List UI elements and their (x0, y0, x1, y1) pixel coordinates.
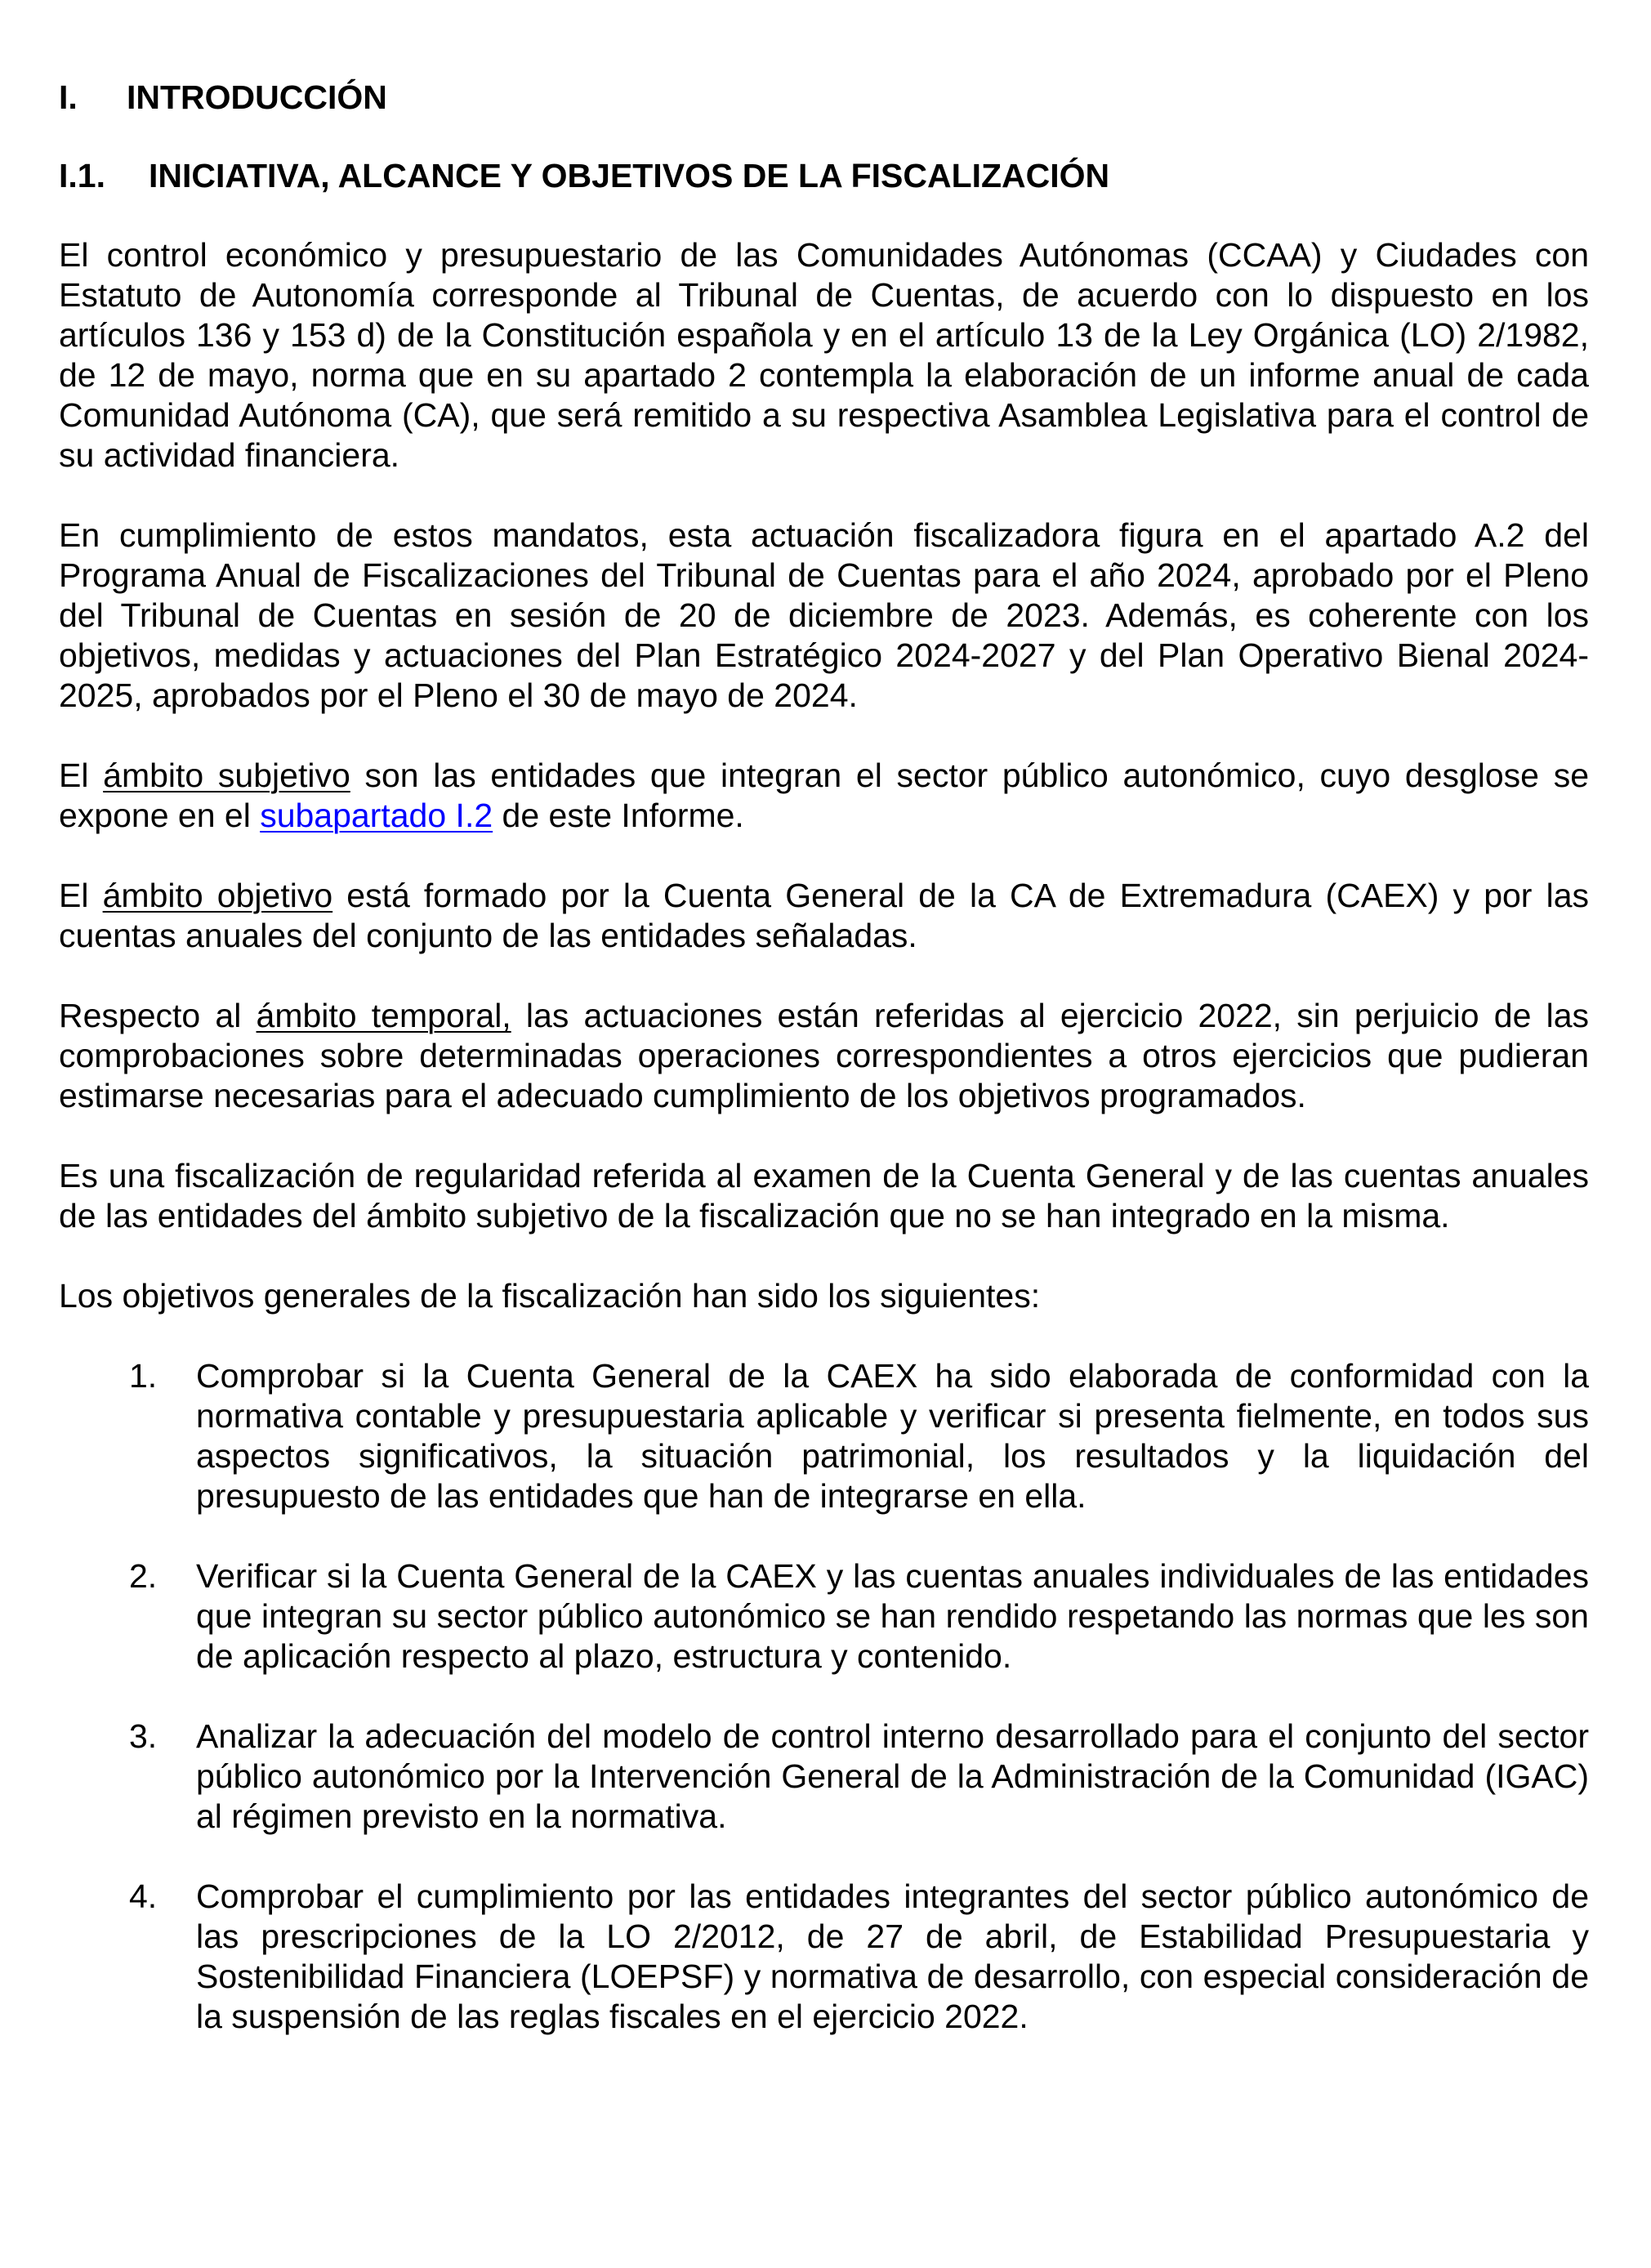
paragraph-ambito-temporal (59, 996, 1589, 1116)
paragraph-ambito-objetivo (59, 876, 1589, 956)
list-text: Verificar si la Cuenta General de la CAEX y las cuentas anuales individuales de las entidades que integran su sector público autonómico se han rendido respetando las normas que les son de aplicación respecto al plazo, estructura y contenido. (196, 1557, 1589, 1675)
list-text: Comprobar el cumplimiento por las entidades integrantes del sector público autonómico de las prescripciones de la LO 2/2012, de 27 de abril, de Estabilidad Presupuestaria y Sostenibilidad Financiera (LOEPSF) y normativa de desarrollo, con especial consideración de la suspensión de las reglas fiscales en el ejercicio 2022. (196, 1877, 1589, 2035)
list-item (59, 1877, 1589, 2037)
text-fragment: Respecto al (59, 997, 257, 1034)
subsection-title: INICIATIVA, ALCANCE Y OBJETIVOS DE LA FISCALIZACIÓN (149, 157, 1110, 194)
underlined-term: ámbito temporal, (256, 997, 511, 1034)
paragraph-mandatos: En cumplimiento de estos mandatos, esta actuación fiscalizadora figura en el apartado A.2 del Programa Anual de Fiscalizaciones del Tribunal de Cuentas para el año 2024, aprobado por el Pleno del Tribunal de Cuentas en sesión de 20 de diciembre de 2023. Además, es coherente con los objetivos, medidas y actuaciones del Plan Estratégico 2024-2027 y del Plan Operativo Bienal 2024-2025, aprobados por el Pleno el 30 de mayo de 2024. (59, 516, 1589, 714)
subapartado-link[interactable]: subapartado I.2 (260, 797, 493, 834)
list-number: 3. (129, 1717, 158, 1755)
list-text: Analizar la adecuación del modelo de control interno desarrollado para el conjunto del sector público autonómico por la Intervención General de la Administración de la Comunidad (IGAC) al régimen previsto en la normativa. (196, 1717, 1589, 1835)
text-fragment: las actuaciones están referidas al ejercicio 2022, sin perjuicio de las comprobaciones sobre determinadas operaciones correspondientes a otros ejercicios que pudieran estimarse necesarias para el adecuado cumplimiento de los objetivos programados. (59, 997, 1589, 1114)
list-item (59, 1356, 1589, 1516)
list-number: 4. (129, 1877, 158, 1915)
list-number: 1. (129, 1357, 158, 1395)
subsection-number: I.1. (59, 157, 105, 194)
text-fragment: son las entidades que integran el sector público autonómico, cuyo desglose se expone en el (59, 757, 1589, 834)
text-fragment: está formado por la Cuenta General de la CA de Extremadura (CAEX) y por las cuentas anuales del conjunto de las entidades señaladas. (59, 877, 1590, 954)
paragraph-control-economico: El control económico y presupuestario de las Comunidades Autónomas (CCAA) y Ciudades con Estatuto de Autonomía corresponde al Tribunal de Cuentas, de acuerdo con lo dispuesto en los artículos 136 y 153 d) de la Constitución española y en el artículo 13 de la Ley Orgánica (LO) 2/1982, de 12 de mayo, norma que en su apartado 2 contempla la elaboración de un informe anual de cada Comunidad Autónoma (CA), que será remitido a su respectiva Asamblea Legislativa para el control de su actividad financiera. (59, 236, 1589, 474)
list-text: Comprobar si la Cuenta General de la CAEX ha sido elaborada de conformidad con la normativa contable y presupuestaria aplicable y verificar si presenta fielmente, en todos sus aspectos significativos, la situación patrimonial, los resultados y la liquidación del presupuesto de las entidades que han de integrarse en ella. (196, 1357, 1589, 1515)
list-item (59, 1717, 1589, 1837)
list-number: 2. (129, 1557, 158, 1595)
text-fragment: El (59, 877, 103, 914)
text-fragment: El (59, 757, 104, 794)
text-fragment: de este Informe. (493, 797, 744, 834)
document-body (59, 235, 1589, 2077)
underlined-term: ámbito subjetivo (103, 757, 350, 794)
paragraph-regularidad: Es una fiscalización de regularidad referida al examen de la Cuenta General y de las cuentas anuales de las entidades del ámbito subjetivo de la fiscalización que no se han integrado en la misma. (59, 1157, 1589, 1234)
list-item (59, 1556, 1589, 1676)
paragraph-objetivos-intro: Los objetivos generales de la fiscalización han sido los siguientes: (59, 1277, 1041, 1315)
objectives-list (59, 1356, 1589, 2037)
section-number: I. (59, 78, 78, 116)
section-title: INTRODUCCIÓN (127, 78, 387, 116)
section-heading (59, 78, 387, 118)
subsection-heading (59, 156, 1109, 196)
underlined-term: ámbito objetivo (102, 877, 333, 914)
paragraph-ambito-subjetivo (59, 756, 1589, 836)
